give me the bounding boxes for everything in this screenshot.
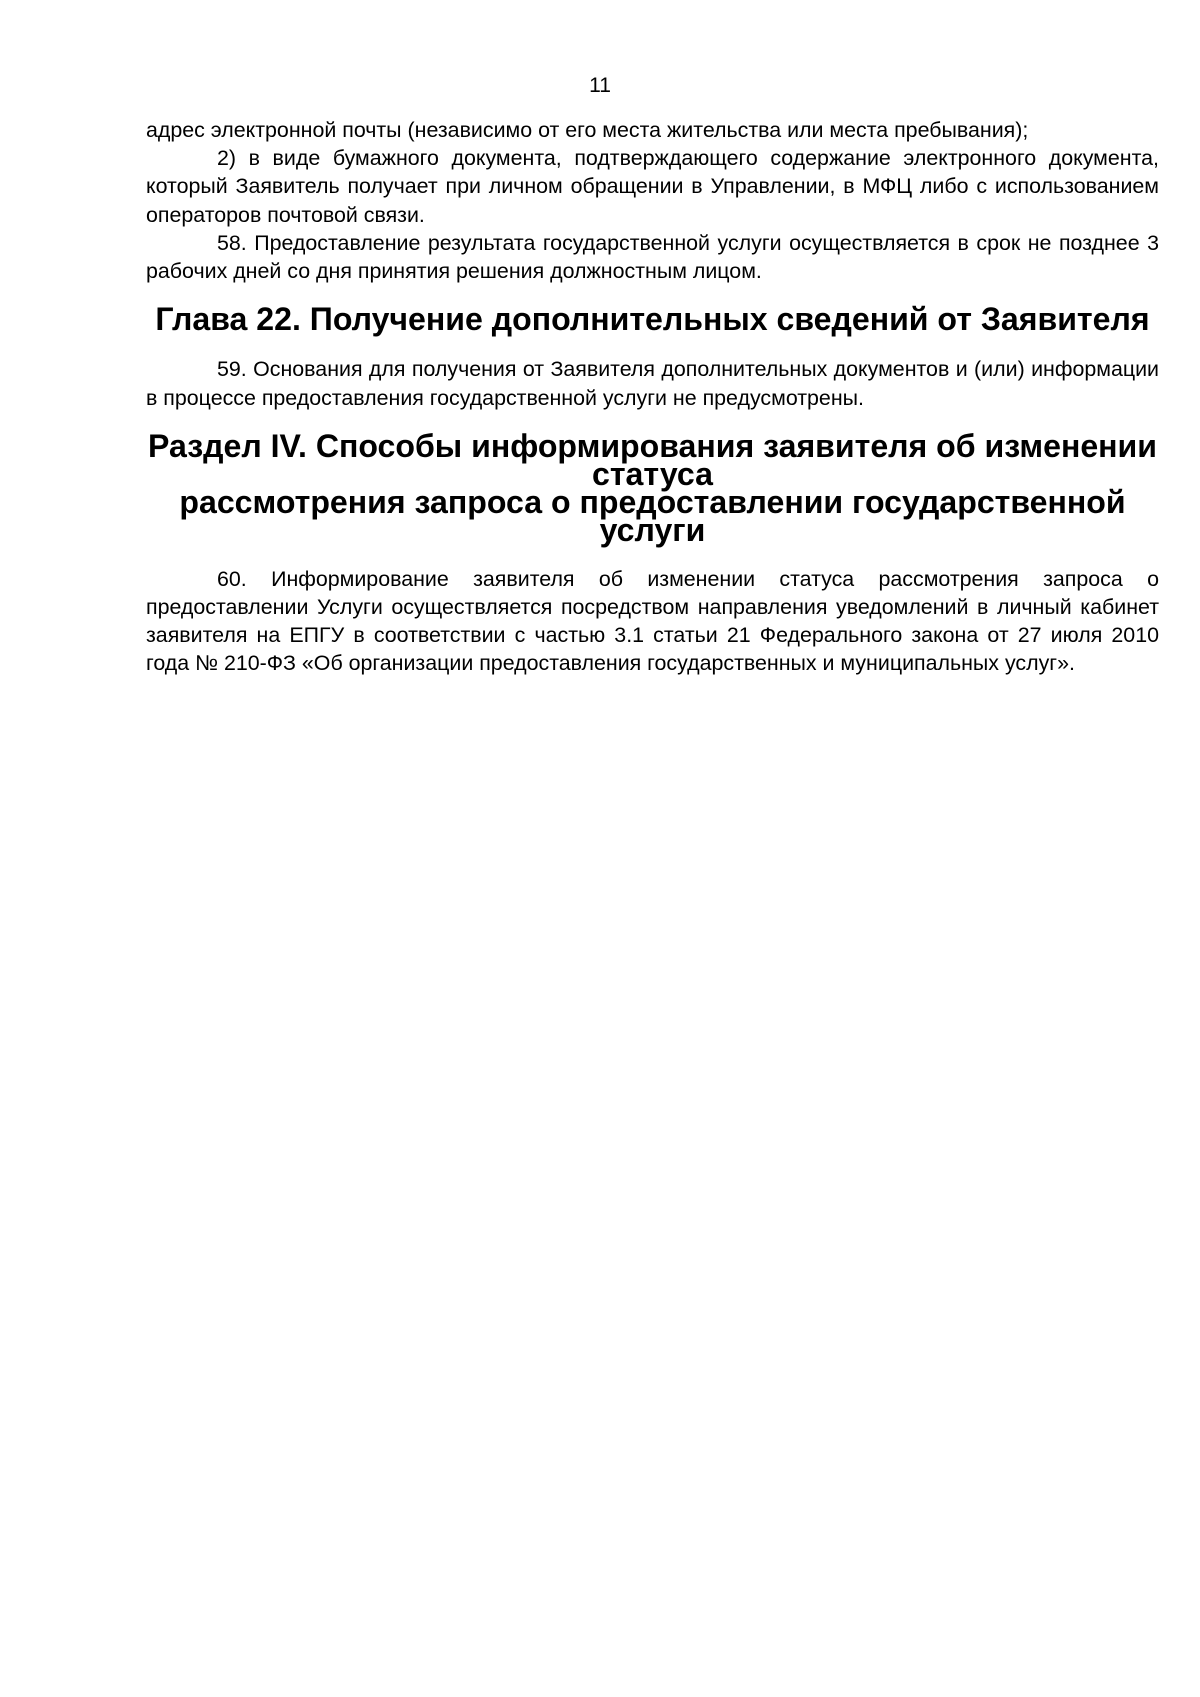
paragraph-60: 60. Информирование заявителя об изменении статуса рассмотрения запроса о предоставлении Услуги осуществляется посредством направления уведомлений в личный кабинет заявителя на ЕПГУ в соответствии с частью 3.1 статьи 21 Федерального закона от 27 июля 2010 года № 210-ФЗ «Об организации предоставления государственных и муниципальных услуг». [146, 566, 1159, 676]
paragraph-email-continuation: адрес электронной почты (независимо от его места жительства или места пребывания); [146, 118, 1029, 142]
paragraph-59: 59. Основания для получения от Заявителя дополнительных документов и (или) информации в процессе предоставления государственной услуги не предусмотрены. [146, 357, 1159, 410]
page-number: 11 [589, 74, 611, 97]
paragraph-item-2-paper-document: 2) в виде бумажного документа, подтверждающего содержание электронного документа, который Заявитель получает при личном обращении в Управлении, в МФЦ либо с использованием операторов почтовой связи. [146, 146, 1159, 227]
section-4-heading-line-1: Раздел IV. Способы информирования заявителя об изменении статуса [148, 427, 1157, 493]
section-4-heading-line-2: рассмотрения запроса о предоставлении государственной услуги [179, 484, 1126, 549]
document-body [146, 116, 1159, 677]
section-4-heading [146, 427, 1159, 549]
paragraph-58: 58. Предоставление результата государственной услуги осуществляется в срок не позднее 3 рабочих дней со дня принятия решения должностным лицом. [146, 230, 1159, 284]
chapter-22-heading: Глава 22. Получение дополнительных сведений от Заявителя [155, 301, 1150, 338]
